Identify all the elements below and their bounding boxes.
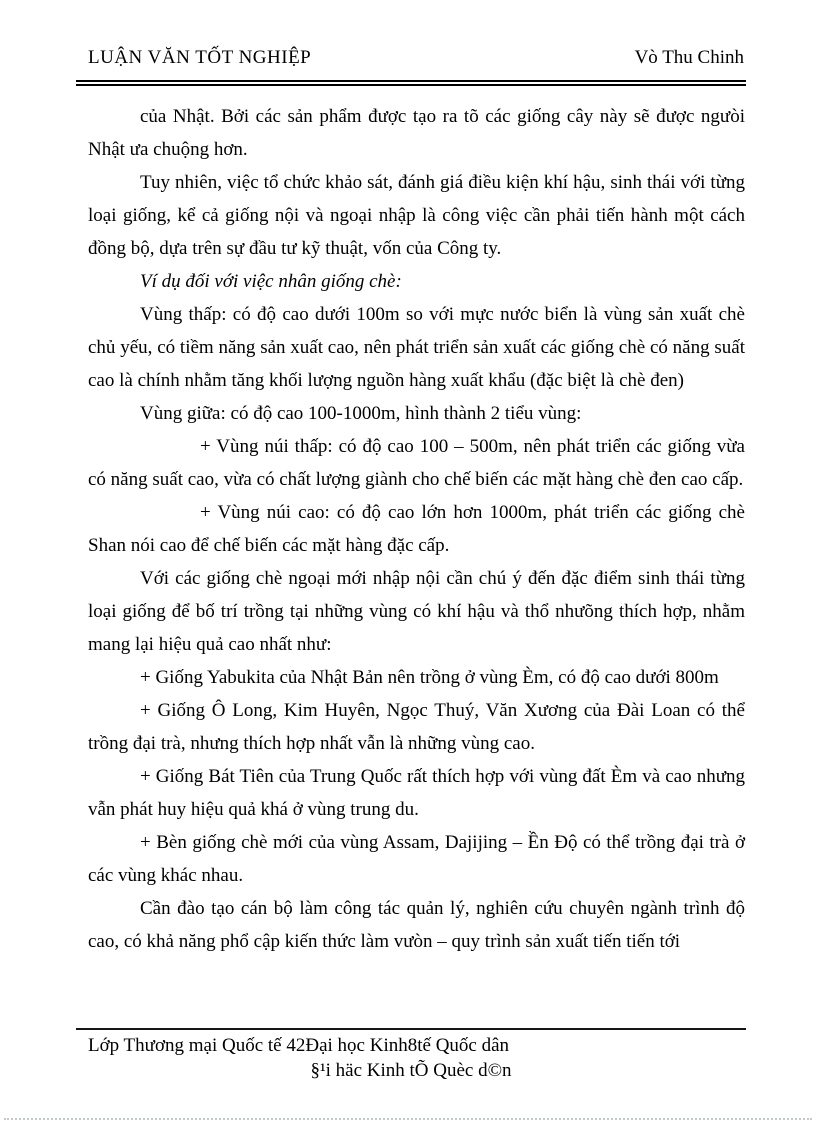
paragraph: Cần đào tạo cán bộ làm công tác quản lý, nghiên cứu chuyên ngành trình độ cao, có khả năng phổ cập kiến thức làm vưòn – quy trình sản xuất tiến tiến tới [88, 898, 745, 952]
paragraph: Tuy nhiên, việc tổ chức khảo sát, đánh giá điều kiện khí hậu, sinh thái với từng loại giống, kể cả giống nội và ngoại nhập là công việc cần phải tiến hành một cách đồng bộ, dựa trên sự đầu tư kỹ thuật, vốn của Công ty. [88, 172, 745, 259]
list-item: + Vùng núi cao: có độ cao lớn hơn 1000m, phát triển các giống chè Shan nói cao để chế biến các mặt hàng đặc cấp. [88, 502, 745, 556]
footer-class-line: Lớp Thương mại Quốc tế 42Đại học Kinh8tế Quốc dân [88, 1035, 510, 1056]
paragraph: Với các giống chè ngoại mới nhập nội cần chú ý đến đặc điểm sinh thái từng loại giống để bố trí trồng tại những vùng có khí hậu và thổ nhưõng thích hợp, nhằm mang lại hiệu quả cao nhất như: [88, 568, 745, 655]
document-body [0, 86, 816, 958]
page-header [76, 46, 746, 86]
list-item: + Giống Bát Tiên của Trung Quốc rất thích hợp với vùng đất Èm và cao nhưng vẫn phát huy hiệu quả khá ở vùng trung du. [88, 766, 745, 820]
list-item: + Bèn giống chè mới của vùng Assam, Dajijing – Ền Độ có thể trồng đại trà ở các vùng khác nhau. [88, 832, 745, 886]
list-item: + Giống Ô Long, Kim Huyên, Ngọc Thuý, Văn Xương của Đài Loan có thể trồng đại trà, nhưng thích hợp nhất vẫn là những vùng cao. [88, 700, 745, 754]
footer-university-line: §¹i häc Kinh tÕ Quèc d©n [310, 1060, 512, 1081]
example-caption: Ví dụ đối với việc nhân giống chè: [140, 271, 402, 292]
list-item: + Giống Yabukita của Nhật Bản nên trồng ở vùng Èm, có độ cao dưới 800m [140, 667, 719, 688]
paragraph: Vùng thấp: có độ cao dưới 100m so với mực nước biển là vùng sản xuất chè chủ yếu, có tiềm năng sản xuất cao, nên phát triển sản xuất các giống chè có năng suất cao là chính nhằm tăng khối lượng nguồn hàng xuất khẩu (đặc biệt là chè đen) [88, 304, 745, 391]
bottom-dotted-divider [4, 1118, 812, 1120]
page-footer [76, 1028, 746, 1083]
paragraph: của Nhật. Bởi các sản phẩm được tạo ra tõ các giống cây này sẽ được ngưòi Nhật ưa chuộng hơn. [88, 106, 745, 160]
header-author-name: Vò Thu Chinh [634, 47, 744, 68]
header-thesis-title: LUẬN VĂN TỐT NGHIỆP [88, 47, 312, 68]
paragraph: Vùng giữa: có độ cao 100-1000m, hình thành 2 tiểu vùng: [140, 403, 582, 424]
list-item: + Vùng núi thấp: có độ cao 100 – 500m, nên phát triển các giống vừa có năng suất cao, vừa có chất lượng giành cho chế biến các mặt hàng chè đen cao cấp. [88, 436, 745, 490]
